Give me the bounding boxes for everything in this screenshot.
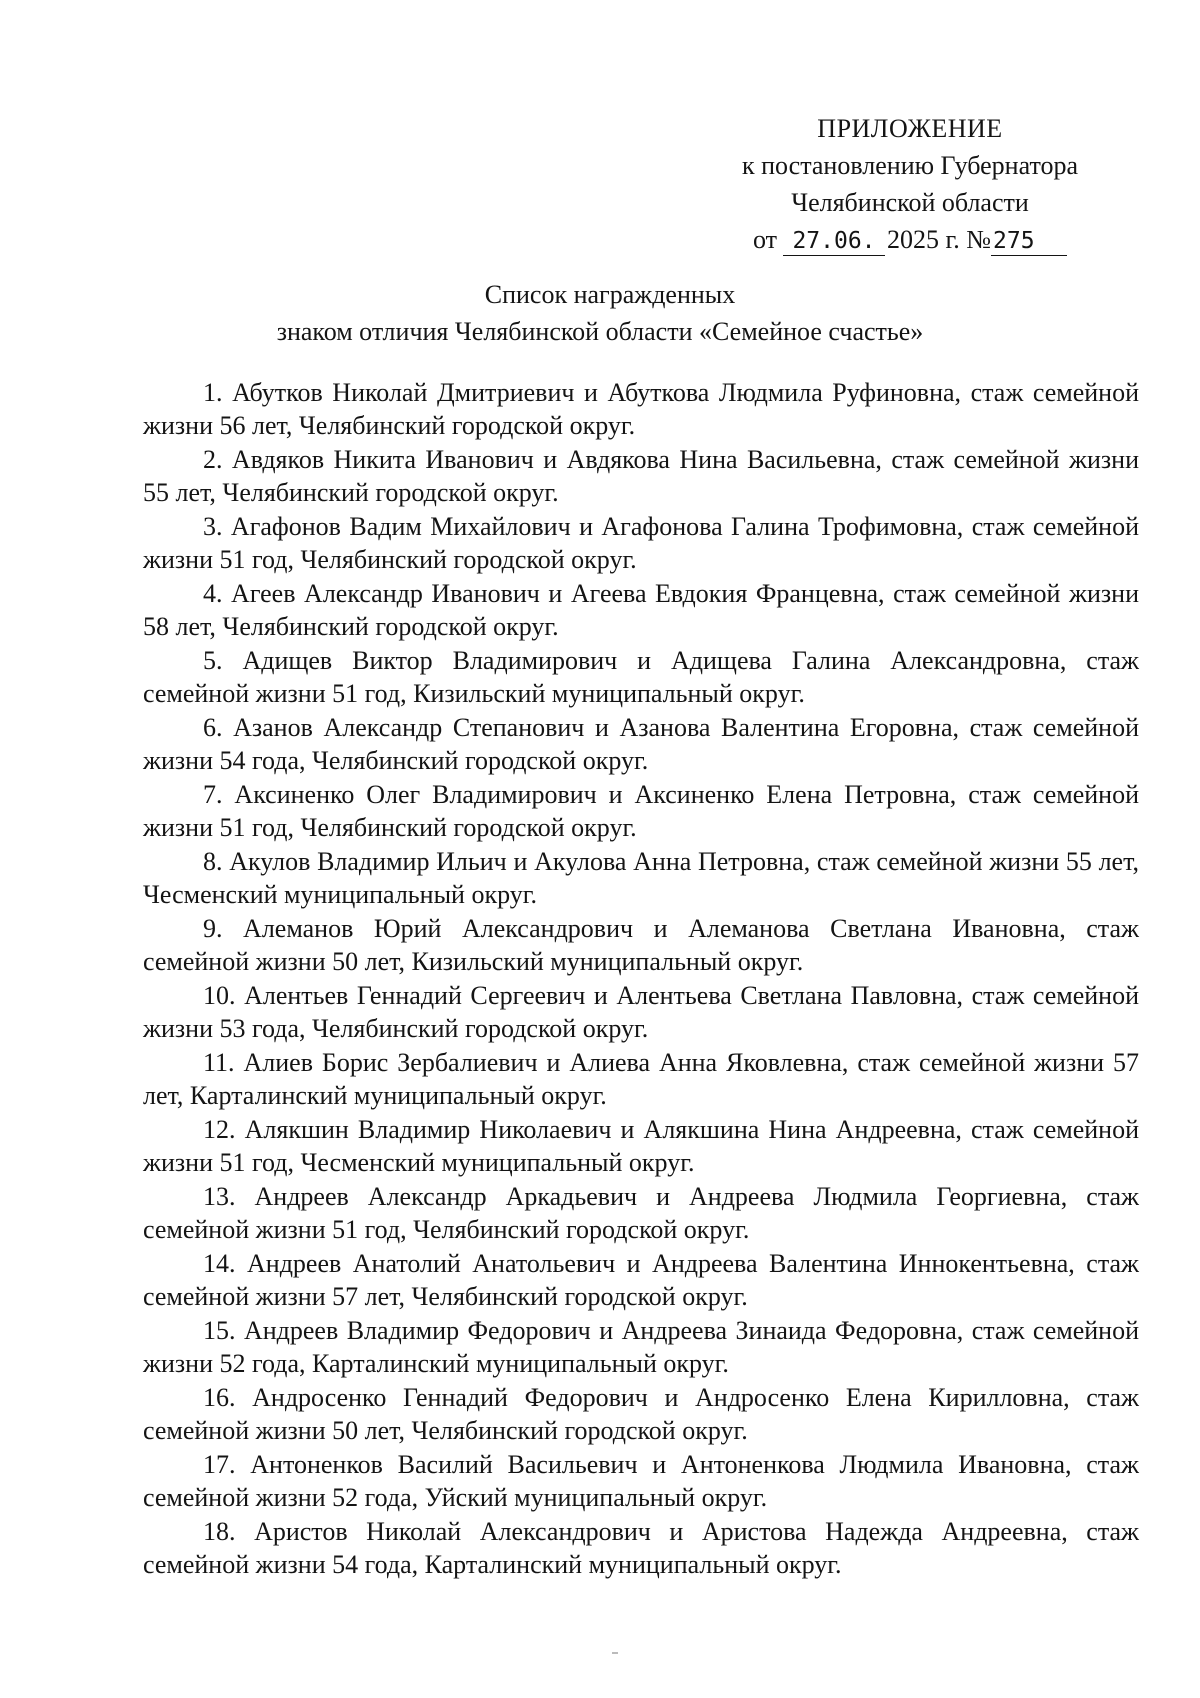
list-item-text: Агафонов Вадим Михайлович и Агафонова Галина Трофимовна, стаж семейной жизни 51 год, Челябинский городской округ. bbox=[143, 512, 1139, 574]
list-item bbox=[143, 376, 1139, 443]
list-heading bbox=[0, 276, 1200, 350]
list-item-text: Аксиненко Олег Владимирович и Аксиненко Елена Петровна, стаж семейной жизни 51 год, Челябинский городской округ. bbox=[143, 780, 1139, 842]
list-item bbox=[143, 912, 1139, 979]
list-item-number: 7. bbox=[203, 780, 223, 809]
list-item bbox=[143, 1381, 1139, 1448]
list-item-text: Алиев Борис Зербалиевич и Алиева Анна Яковлевна, стаж семейной жизни 57 лет, Карталинский муниципальный округ. bbox=[143, 1048, 1139, 1110]
appendix-date-line bbox=[700, 221, 1120, 258]
list-item-number: 3. bbox=[203, 512, 223, 541]
list-item-text: Андреев Анатолий Анатольевич и Андреева Валентина Иннокентьевна, стаж семейной жизни 57 лет, Челябинский городской округ. bbox=[143, 1249, 1140, 1311]
list-item bbox=[143, 510, 1139, 577]
appendix-title: ПРИЛОЖЕНИЕ bbox=[817, 114, 1003, 143]
list-item-number: 6. bbox=[203, 713, 223, 742]
list-item-text: Агеев Александр Иванович и Агеева Евдокия Францевна, стаж семейной жизни 58 лет, Челябинский городской округ. bbox=[143, 579, 1139, 641]
list-item bbox=[143, 845, 1139, 912]
list-item-number: 12. bbox=[203, 1115, 236, 1144]
list-item-text: Алеманов Юрий Александрович и Алеманова Светлана Ивановна, стаж семейной жизни 50 лет, Кизильский муниципальный округ. bbox=[143, 914, 1139, 976]
date-suffix: 2025 г. № bbox=[886, 225, 992, 254]
list-item-text: Авдяков Никита Иванович и Авдякова Нина Васильевна, стаж семейной жизни 55 лет, Челябинский городской округ. bbox=[143, 445, 1139, 507]
list-item bbox=[143, 1180, 1139, 1247]
date-value: 27.06. bbox=[783, 227, 885, 256]
list-item-text: Антоненков Василий Васильевич и Антоненкова Людмила Ивановна, стаж семейной жизни 52 года, Уйский муниципальный округ. bbox=[143, 1450, 1139, 1512]
list-item-text: Аристов Николай Александрович и Аристова Надежда Андреевна, стаж семейной жизни 54 года, Карталинский муниципальный округ. bbox=[143, 1517, 1140, 1579]
list-item-text: Андросенко Геннадий Федорович и Андросенко Елена Кирилловна, стаж семейной жизни 50 лет, Челябинский городской округ. bbox=[143, 1383, 1140, 1445]
awardee-list bbox=[143, 376, 1139, 1582]
list-item bbox=[143, 577, 1139, 644]
scan-mark bbox=[612, 1652, 618, 1654]
appendix-region-line: Челябинской области bbox=[791, 188, 1029, 217]
list-item bbox=[143, 1448, 1139, 1515]
list-item bbox=[143, 1113, 1139, 1180]
list-item bbox=[143, 778, 1139, 845]
list-item-number: 13. bbox=[203, 1182, 236, 1211]
appendix-block bbox=[700, 110, 1120, 258]
list-item bbox=[143, 1046, 1139, 1113]
list-item-number: 5. bbox=[203, 646, 223, 675]
list-item-text: Алякшин Владимир Николаевич и Алякшина Нина Андреевна, стаж семейной жизни 51 год, Чесменский муниципальный округ. bbox=[143, 1115, 1139, 1177]
list-item bbox=[143, 1247, 1139, 1314]
list-item-text: Абутков Николай Дмитриевич и Абуткова Людмила Руфиновна, стаж семейной жизни 56 лет, Челябинский городской округ. bbox=[143, 378, 1140, 440]
list-item bbox=[143, 711, 1139, 778]
list-item-text: Алентьев Геннадий Сергеевич и Алентьева Светлана Павловна, стаж семейной жизни 53 года, Челябинский городской округ. bbox=[143, 981, 1139, 1043]
list-item bbox=[143, 443, 1139, 510]
list-item-number: 4. bbox=[203, 579, 223, 608]
list-item-number: 17. bbox=[203, 1450, 236, 1479]
list-item-number: 10. bbox=[203, 981, 236, 1010]
list-item-number: 16. bbox=[203, 1383, 236, 1412]
list-item bbox=[143, 979, 1139, 1046]
list-item-number: 18. bbox=[203, 1517, 236, 1546]
decree-number: 275 bbox=[991, 227, 1067, 256]
list-item-number: 14. bbox=[203, 1249, 236, 1278]
list-item-number: 8. bbox=[203, 847, 223, 876]
list-item-number: 2. bbox=[203, 445, 223, 474]
list-item bbox=[143, 1314, 1139, 1381]
heading-line-2: знаком отличия Челябинской области «Семейное счастье» bbox=[276, 317, 924, 346]
list-item-number: 9. bbox=[203, 914, 223, 943]
list-item bbox=[143, 644, 1139, 711]
appendix-decree-line: к постановлению Губернатора bbox=[741, 151, 1079, 180]
list-item-number: 1. bbox=[203, 378, 223, 407]
list-item bbox=[143, 1515, 1139, 1582]
date-prefix: от bbox=[752, 225, 777, 254]
list-item-text: Акулов Владимир Ильич и Акулова Анна Петровна, стаж семейной жизни 55 лет, Чесменский муниципальный округ. bbox=[143, 847, 1140, 909]
list-item-text: Азанов Александр Степанович и Азанова Валентина Егоровна, стаж семейной жизни 54 года, Челябинский городской округ. bbox=[143, 713, 1140, 775]
heading-line-1: Список награжденных bbox=[484, 280, 736, 309]
list-item-number: 15. bbox=[203, 1316, 236, 1345]
list-item-text: Андреев Владимир Федорович и Андреева Зинаида Федоровна, стаж семейной жизни 52 года, Карталинский муниципальный округ. bbox=[143, 1316, 1139, 1378]
list-item-number: 11. bbox=[203, 1048, 235, 1077]
list-item-text: Андреев Александр Аркадьевич и Андреева Людмила Георгиевна, стаж семейной жизни 51 год, Челябинский городской округ. bbox=[143, 1182, 1140, 1244]
list-item-text: Адищев Виктор Владимирович и Адищева Галина Александровна, стаж семейной жизни 51 год, Кизильский муниципальный округ. bbox=[143, 646, 1140, 708]
